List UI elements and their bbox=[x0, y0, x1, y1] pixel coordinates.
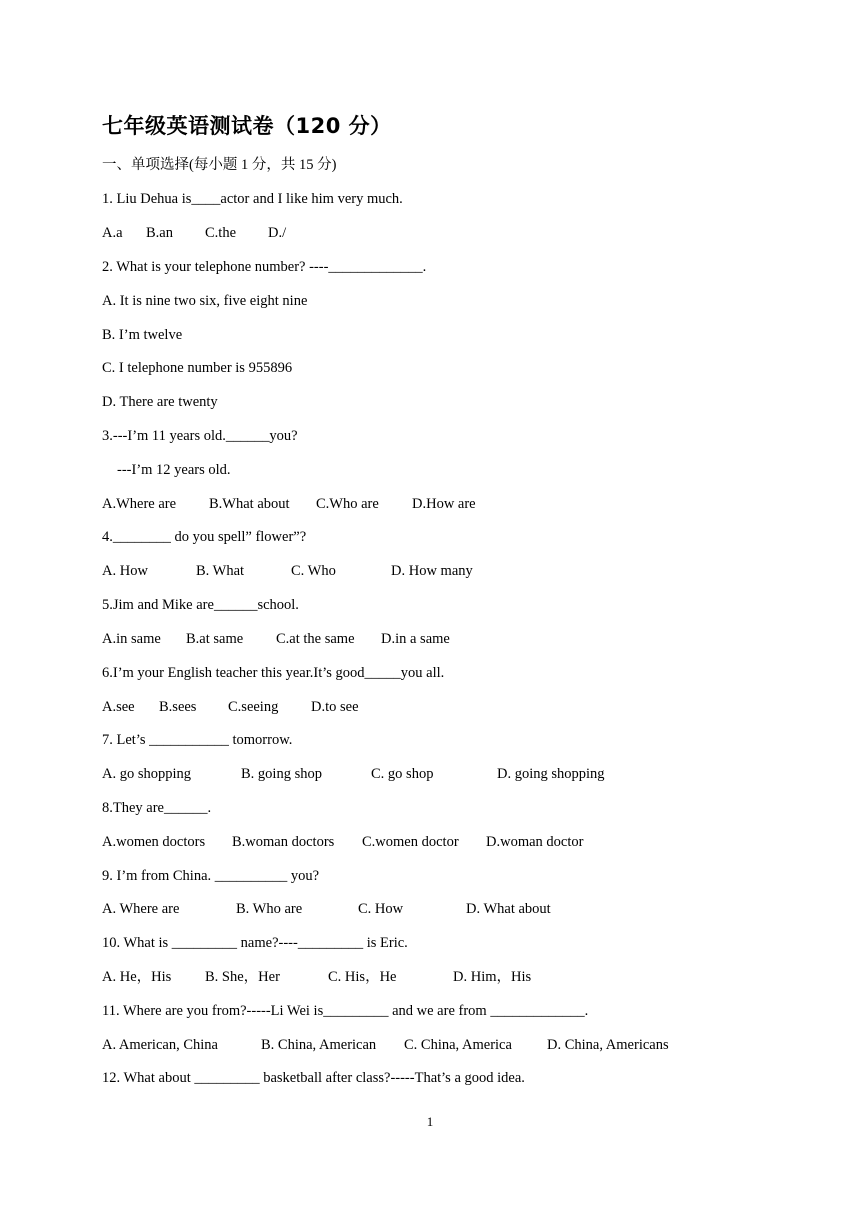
option-a: A. Where are bbox=[102, 901, 180, 917]
option-d: D.woman doctor bbox=[486, 834, 584, 850]
option-d: D. What about bbox=[466, 901, 551, 917]
option-c: C. His，He bbox=[328, 969, 397, 985]
option-b: B.woman doctors bbox=[232, 834, 335, 850]
section-heading: 一、单项选择(每小题 1 分，共 15 分) bbox=[102, 157, 337, 173]
question-6-stem: 6.I’m your English teacher this year.It’s good_____you all. bbox=[102, 665, 445, 681]
option-d: D./ bbox=[268, 225, 287, 241]
option-d: D. How many bbox=[391, 563, 473, 579]
option-b: B.at same bbox=[186, 631, 244, 647]
option-b: B. Who are bbox=[236, 901, 303, 917]
option-b: B. going shop bbox=[241, 766, 322, 782]
question-7-stem: 7. Let’s ___________ tomorrow. bbox=[102, 732, 293, 748]
question-2-option-d: D. There are twenty bbox=[102, 394, 218, 410]
option-a: A. American, China bbox=[102, 1037, 218, 1053]
option-d: D.in a same bbox=[381, 631, 450, 647]
option-b: B. What bbox=[196, 563, 245, 579]
question-2-stem: 2. What is your telephone number? ----_____________. bbox=[102, 259, 427, 275]
option-a: A.women doctors bbox=[102, 834, 206, 850]
page-number: 1 bbox=[426, 1114, 434, 1129]
option-a: A.a bbox=[102, 225, 123, 241]
exam-title: 七年级英语测试卷（120 分） bbox=[102, 114, 392, 138]
option-a: A. He，His bbox=[102, 969, 172, 985]
option-b: B. She，Her bbox=[205, 969, 280, 985]
option-c: C. Who bbox=[291, 563, 336, 579]
question-2-option-b: B. I’m twelve bbox=[102, 327, 183, 343]
question-3-stem-reply: ---I’m 12 years old. bbox=[117, 462, 231, 478]
option-b: B.an bbox=[146, 225, 173, 241]
question-4-stem: 4.________ do you spell” flower”? bbox=[102, 529, 307, 545]
option-c: C.Who are bbox=[316, 496, 379, 512]
question-12-stem: 12. What about _________ basketball after class?-----That’s a good idea. bbox=[102, 1070, 525, 1086]
option-d: D. China, Americans bbox=[547, 1037, 669, 1053]
option-d: D.How are bbox=[412, 496, 476, 512]
question-1-stem: 1. Liu Dehua is____actor and I like him very much. bbox=[102, 191, 403, 207]
option-d: D. going shopping bbox=[497, 766, 605, 782]
option-c: C. go shop bbox=[371, 766, 434, 782]
option-d: D. Him，His bbox=[453, 969, 532, 985]
question-8-stem: 8.They are______. bbox=[102, 800, 212, 816]
question-11-stem: 11. Where are you from?-----Li Wei is_________ and we are from _____________. bbox=[102, 1003, 589, 1019]
option-c: C.at the same bbox=[276, 631, 355, 647]
option-c: C. How bbox=[358, 901, 404, 917]
option-a: A.Where are bbox=[102, 496, 177, 512]
option-d: D.to see bbox=[311, 699, 359, 715]
option-a: A.see bbox=[102, 699, 135, 715]
option-b: B.What about bbox=[209, 496, 290, 512]
option-a: A. How bbox=[102, 563, 148, 579]
option-b: B. China, American bbox=[261, 1037, 377, 1053]
option-a: A.in same bbox=[102, 631, 161, 647]
option-a: A. go shopping bbox=[102, 766, 192, 782]
question-2-option-a: A. It is nine two six, five eight nine bbox=[102, 293, 308, 309]
option-c: C.the bbox=[205, 225, 237, 241]
option-c: C.seeing bbox=[228, 699, 279, 715]
option-c: C. China, America bbox=[404, 1037, 512, 1053]
question-5-stem: 5.Jim and Mike are______school. bbox=[102, 597, 299, 613]
option-b: B.sees bbox=[159, 699, 197, 715]
question-3-stem: 3.---I’m 11 years old.______you? bbox=[102, 428, 298, 444]
option-c: C.women doctor bbox=[362, 834, 459, 850]
question-9-stem: 9. I’m from China. __________ you? bbox=[102, 868, 320, 884]
question-2-option-c: C. I telephone number is 955896 bbox=[102, 360, 293, 376]
question-10-stem: 10. What is _________ name?----_________ is Eric. bbox=[102, 935, 408, 951]
